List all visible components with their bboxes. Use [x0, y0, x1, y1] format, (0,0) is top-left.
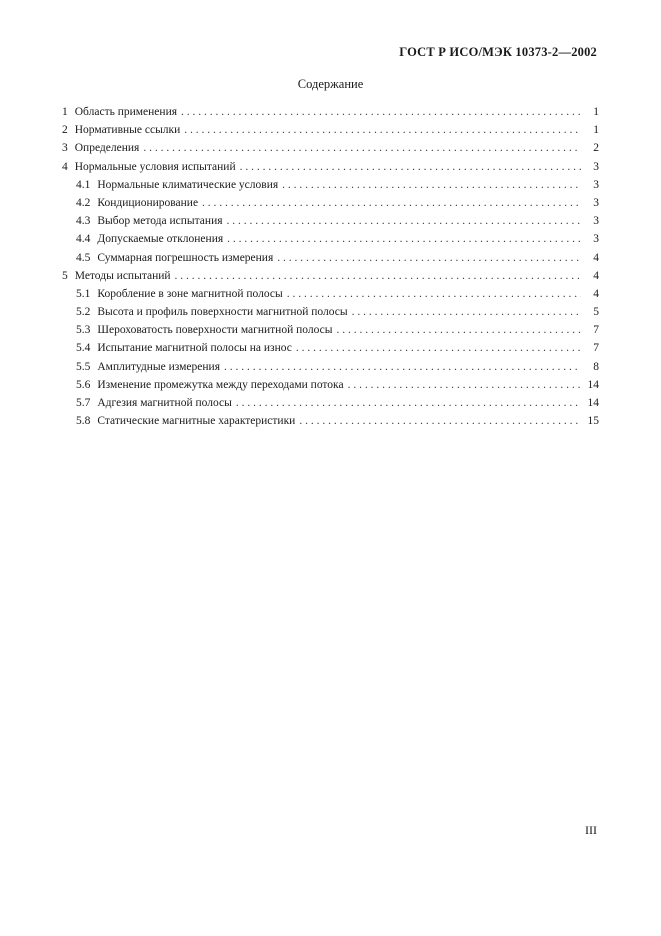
- toc-entry-page: 3: [593, 160, 599, 173]
- toc-dot-leader: [352, 303, 581, 321]
- toc-dot-leader: [287, 285, 581, 303]
- toc-entry-page: 4: [593, 251, 599, 264]
- toc-entry-page: 14: [587, 397, 599, 409]
- toc-entry-number: 4.5: [76, 251, 91, 264]
- toc-dot-leader: [224, 358, 581, 376]
- toc-subentry[interactable]: [62, 176, 599, 194]
- toc-entry-title: Адгезия магнитной полосы: [97, 397, 232, 409]
- toc-subentry[interactable]: [62, 339, 599, 357]
- toc-entry-title: Изменение промежутка между переходами потока: [97, 378, 344, 391]
- toc-entry-page: 4: [593, 269, 599, 282]
- toc-entry-number: 5.7: [76, 397, 91, 409]
- toc-dot-leader: [236, 394, 581, 412]
- toc-entry-page: 3: [593, 178, 599, 191]
- toc-entry[interactable]: [62, 158, 599, 176]
- toc-entry-title: Нормальные условия испытаний: [74, 160, 236, 173]
- toc-entry-number: 4.2: [76, 196, 91, 209]
- toc-entry-title: Нормативные ссылки: [74, 124, 181, 137]
- toc-entry-number: 5.1: [76, 287, 91, 300]
- toc-entry-page: 5: [593, 306, 599, 319]
- toc-entry-title: Шероховатость поверхности магнитной полосы: [97, 324, 333, 337]
- document-header-code: ГОСТ Р ИСО/МЭК 10373-2—2002: [399, 45, 597, 59]
- toc-dot-leader: [227, 230, 581, 248]
- toc-entry-title: Кондиционирование: [97, 196, 199, 209]
- toc-entry-number: 1: [62, 106, 68, 118]
- toc-dot-leader: [348, 376, 581, 394]
- toc-subentry[interactable]: [62, 358, 599, 376]
- toc-subentry[interactable]: [62, 321, 599, 339]
- toc-entry-page: 7: [593, 324, 599, 337]
- toc-subentry[interactable]: [62, 212, 599, 230]
- toc-entry-number: 5.3: [76, 324, 91, 337]
- toc-subentry[interactable]: [62, 376, 599, 394]
- toc-entry-page: 1: [593, 106, 599, 118]
- toc-dot-leader: [277, 249, 581, 267]
- toc-entry-page: 2: [593, 142, 599, 155]
- toc-entry-title: Коробление в зоне магнитной полосы: [97, 287, 283, 300]
- toc-entry-title: Испытание магнитной полосы на износ: [97, 342, 292, 355]
- toc-subentry[interactable]: [62, 194, 599, 212]
- toc-dot-leader: [282, 176, 581, 194]
- page-number: III: [585, 823, 597, 837]
- toc-entry-number: 5.4: [76, 342, 91, 355]
- toc-entry[interactable]: [62, 139, 599, 157]
- toc-entry-number: 4.1: [76, 178, 91, 191]
- toc-entry-number: 4.3: [76, 215, 91, 228]
- toc-entry-page: 7: [593, 342, 599, 355]
- toc-subentry[interactable]: [62, 412, 599, 430]
- toc-entry-title: Определения: [74, 142, 140, 155]
- toc-dot-leader: [175, 267, 581, 285]
- toc-entry-title: Амплитудные измерения: [97, 360, 220, 373]
- toc-entry-number: 5.8: [76, 415, 91, 428]
- toc-entry-title: Методы испытаний: [74, 269, 171, 282]
- toc-subentry[interactable]: [62, 303, 599, 321]
- toc-entry-page: 3: [593, 233, 599, 246]
- toc-entry-page: 15: [587, 415, 599, 428]
- toc-entry-title: Суммарная погрешность измерения: [97, 251, 274, 264]
- toc-entry-title: Область применения: [74, 106, 178, 118]
- toc-entry-page: 8: [593, 360, 599, 373]
- toc-entry-number: 5.2: [76, 306, 91, 319]
- toc-subentry[interactable]: [62, 230, 599, 248]
- toc-dot-leader: [143, 139, 581, 157]
- toc-entry[interactable]: [62, 103, 599, 121]
- toc-subentry[interactable]: [62, 394, 599, 412]
- toc-entry-title: Допускаемые отклонения: [97, 233, 224, 246]
- toc-dot-leader: [184, 121, 581, 139]
- toc-entry-number: 2: [62, 124, 68, 137]
- toc-dot-leader: [296, 339, 581, 357]
- toc-entry-number: 5.5: [76, 360, 91, 373]
- toc-entry-number: 4.4: [76, 233, 91, 246]
- toc-entry-page: 3: [593, 196, 599, 209]
- toc-entry[interactable]: [62, 121, 599, 139]
- toc-dot-leader: [240, 158, 581, 176]
- toc-entry-number: 5.6: [76, 378, 91, 391]
- toc-dot-leader: [202, 194, 581, 212]
- toc-entry-page: 4: [593, 287, 599, 300]
- toc-entry-page: 3: [593, 215, 599, 228]
- toc-entry[interactable]: [62, 267, 599, 285]
- toc-entry-page: 1: [593, 124, 599, 137]
- toc-dot-leader: [336, 321, 581, 339]
- toc-dot-leader: [227, 212, 581, 230]
- table-of-contents: [62, 103, 599, 430]
- toc-entry-title: Высота и профиль поверхности магнитной полосы: [97, 306, 348, 319]
- toc-entry-title: Нормальные климатические условия: [97, 178, 279, 191]
- toc-subentry[interactable]: [62, 249, 599, 267]
- toc-entry-title: Статические магнитные характеристики: [97, 415, 296, 428]
- toc-subentry[interactable]: [62, 285, 599, 303]
- toc-dot-leader: [181, 103, 581, 121]
- toc-entry-number: 5: [62, 269, 68, 282]
- toc-entry-title: Выбор метода испытания: [97, 215, 223, 228]
- toc-entry-number: 4: [62, 160, 68, 173]
- toc-title: Содержание: [297, 77, 364, 91]
- toc-entry-number: 3: [62, 142, 68, 155]
- toc-dot-leader: [299, 412, 581, 430]
- toc-entry-page: 14: [587, 378, 599, 391]
